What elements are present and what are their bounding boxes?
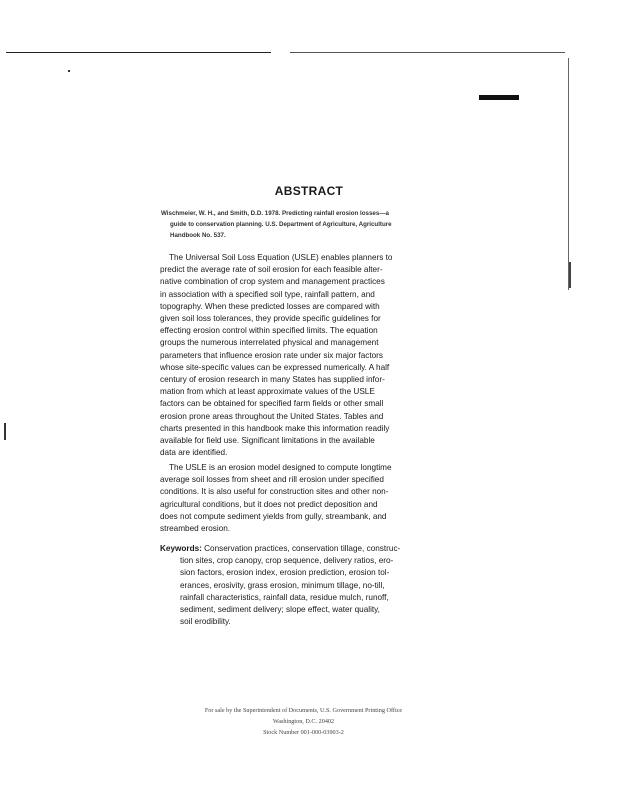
scan-black-bar bbox=[479, 95, 519, 100]
footer-line: For sale by the Superintendent of Documents, U.S. Government Printing Office bbox=[204, 707, 403, 714]
text-line: conditions. It is also useful for construction sites and other non- bbox=[160, 487, 389, 497]
text-line: given soil loss tolerances, they provide specific guidelines for bbox=[160, 314, 381, 324]
scan-dot-mark bbox=[68, 70, 70, 72]
scan-rule-top-left bbox=[6, 52, 271, 53]
text-line: whose site-specific values can be expressed numerically. A half bbox=[160, 362, 390, 372]
footer-line: Washington, D.C. 20402 bbox=[272, 718, 335, 725]
text-line: topography. When these predicted losses are compared with bbox=[160, 301, 380, 311]
keywords-line: rainfall characteristics, rainfall data, residue mulch, runoff, bbox=[180, 592, 389, 602]
abstract-paragraph-1 bbox=[160, 252, 447, 459]
keywords-label: Keywords: bbox=[160, 544, 202, 553]
text-line: available for field use. Significant limitations in the available bbox=[160, 436, 375, 446]
text-line: in association with a specified soil type, rainfall pattern, and bbox=[160, 289, 375, 299]
page-title: ABSTRACT bbox=[274, 184, 344, 198]
text-line: factors can be obtained for specified farm fields or other small bbox=[160, 399, 384, 409]
text-line: predict the average rate of soil erosion for each feasible alter- bbox=[160, 265, 383, 275]
citation-line: guide to conservation planning. U.S. Department of Agriculture, Agriculture bbox=[170, 221, 392, 228]
text-line: erosion prone areas throughout the United States. Tables and bbox=[160, 411, 384, 421]
text-line: agricultural conditions, but it does not predict deposition and bbox=[160, 499, 378, 509]
citation-line: Handbook No. 537. bbox=[170, 232, 226, 239]
citation bbox=[161, 208, 443, 241]
text-line: charts presented in this handbook make this information readily bbox=[160, 423, 390, 433]
text-line: average soil losses from sheet and rill erosion under specified bbox=[160, 475, 384, 485]
abstract-paragraph-2 bbox=[160, 462, 447, 535]
keywords-line: sediment, sediment delivery; slope effect, water quality, bbox=[180, 605, 380, 615]
scan-tick-right bbox=[569, 262, 571, 288]
keywords-line: sion factors, erosion index, erosion prediction, erosion tol- bbox=[180, 568, 390, 578]
text-line: streambed erosion. bbox=[160, 524, 231, 534]
text-line: The USLE is an erosion model designed to compute longtime bbox=[169, 463, 392, 472]
text-line: parameters that influence erosion rate under six major factors bbox=[160, 350, 383, 360]
keywords-first-line bbox=[160, 543, 447, 555]
text-line: native combination of crop system and management practices bbox=[160, 277, 385, 287]
citation-line: Wischmeier, W. H., and Smith, D.D. 1978. Predicting rainfall erosion losses—a bbox=[161, 210, 389, 217]
keywords-line: tion sites, crop canopy, crop sequence, delivery ratios, ero- bbox=[180, 556, 394, 566]
text-line: century of erosion research in many States has supplied infor- bbox=[160, 375, 385, 385]
text-line: mation from which at least approximate values of the USLE bbox=[160, 387, 375, 397]
keywords-section bbox=[160, 543, 447, 628]
keywords-text: Conservation practices, conservation tillage, construc- bbox=[204, 544, 401, 553]
footer-sales-note bbox=[160, 705, 447, 738]
text-line: does not compute sediment yields from gully, streambank, and bbox=[160, 511, 387, 521]
text-line: The Universal Soil Loss Equation (USLE) enables planners to bbox=[169, 253, 393, 262]
scan-right-edge bbox=[568, 58, 569, 290]
text-line: data are identified. bbox=[160, 448, 228, 458]
keywords-line: erances, erosivity, grass erosion, minimum tillage, no-till, bbox=[180, 580, 385, 590]
text-line: groups the numerous interrelated physical and management bbox=[160, 338, 379, 348]
text-line: effecting erosion control within specified limits. The equation bbox=[160, 326, 378, 336]
keywords-line: soil erodibility. bbox=[180, 617, 231, 627]
footer-line: Stock Number 001-000-03903-2 bbox=[263, 729, 344, 736]
scan-tick-left bbox=[4, 423, 6, 440]
scan-rule-top-right bbox=[290, 52, 565, 53]
